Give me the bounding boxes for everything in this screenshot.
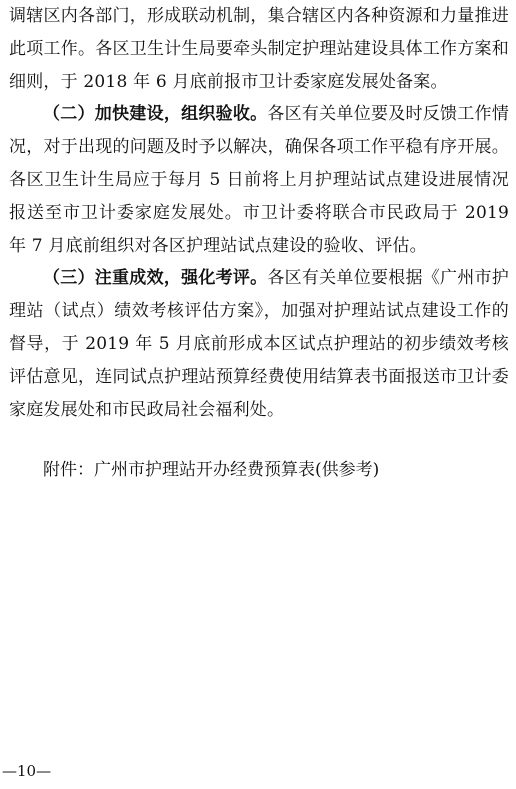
page-number: —10— — [2, 762, 52, 780]
paragraph-text: 调辖区内各部门，形成联动机制，集合辖区内各种资源和力量推进此项工作。各区卫生计生局要牵头制定护理站建设具体工作方案和细则，于 2018 年 6 月底前报市卫计委家庭发展处备案。 — [9, 6, 509, 92]
paragraph-text: 各区有关单位要及时反馈工作情况，对于出现的问题及时予以解决，确保各项工作平稳有序开展。各区卫生计生局应于每月 5 日前将上月护理站试点建设进展情况报送至市卫计委家庭发展处。市卫计委将联合市民政局于 2019 年 7 月底前组织对各区护理站试点建设的验收、评估。 — [9, 104, 509, 256]
paragraph-build-acceptance — [9, 98, 509, 263]
paragraph-text: 各区有关单位要根据《广州市护理站（试点）绩效考核评估方案》，加强对护理站试点建设工作的督导，于 2019 年 5 月底前形成本区试点护理站的初步绩效考核评估意见，连同试点护理站预算经费使用结算表书面报送市卫计委家庭发展处和市民政局社会福利处。 — [9, 268, 509, 420]
section-heading-build-acceptance: （二）加快建设，组织验收。 — [43, 104, 268, 124]
paragraph-results-evaluation — [9, 262, 509, 427]
paragraph-continuation — [9, 0, 509, 99]
attachment-note: 附件：广州市护理站开办经费预算表(供参考) — [43, 460, 380, 480]
section-heading-results-evaluation: （三）注重成效，强化考评。 — [43, 268, 268, 288]
